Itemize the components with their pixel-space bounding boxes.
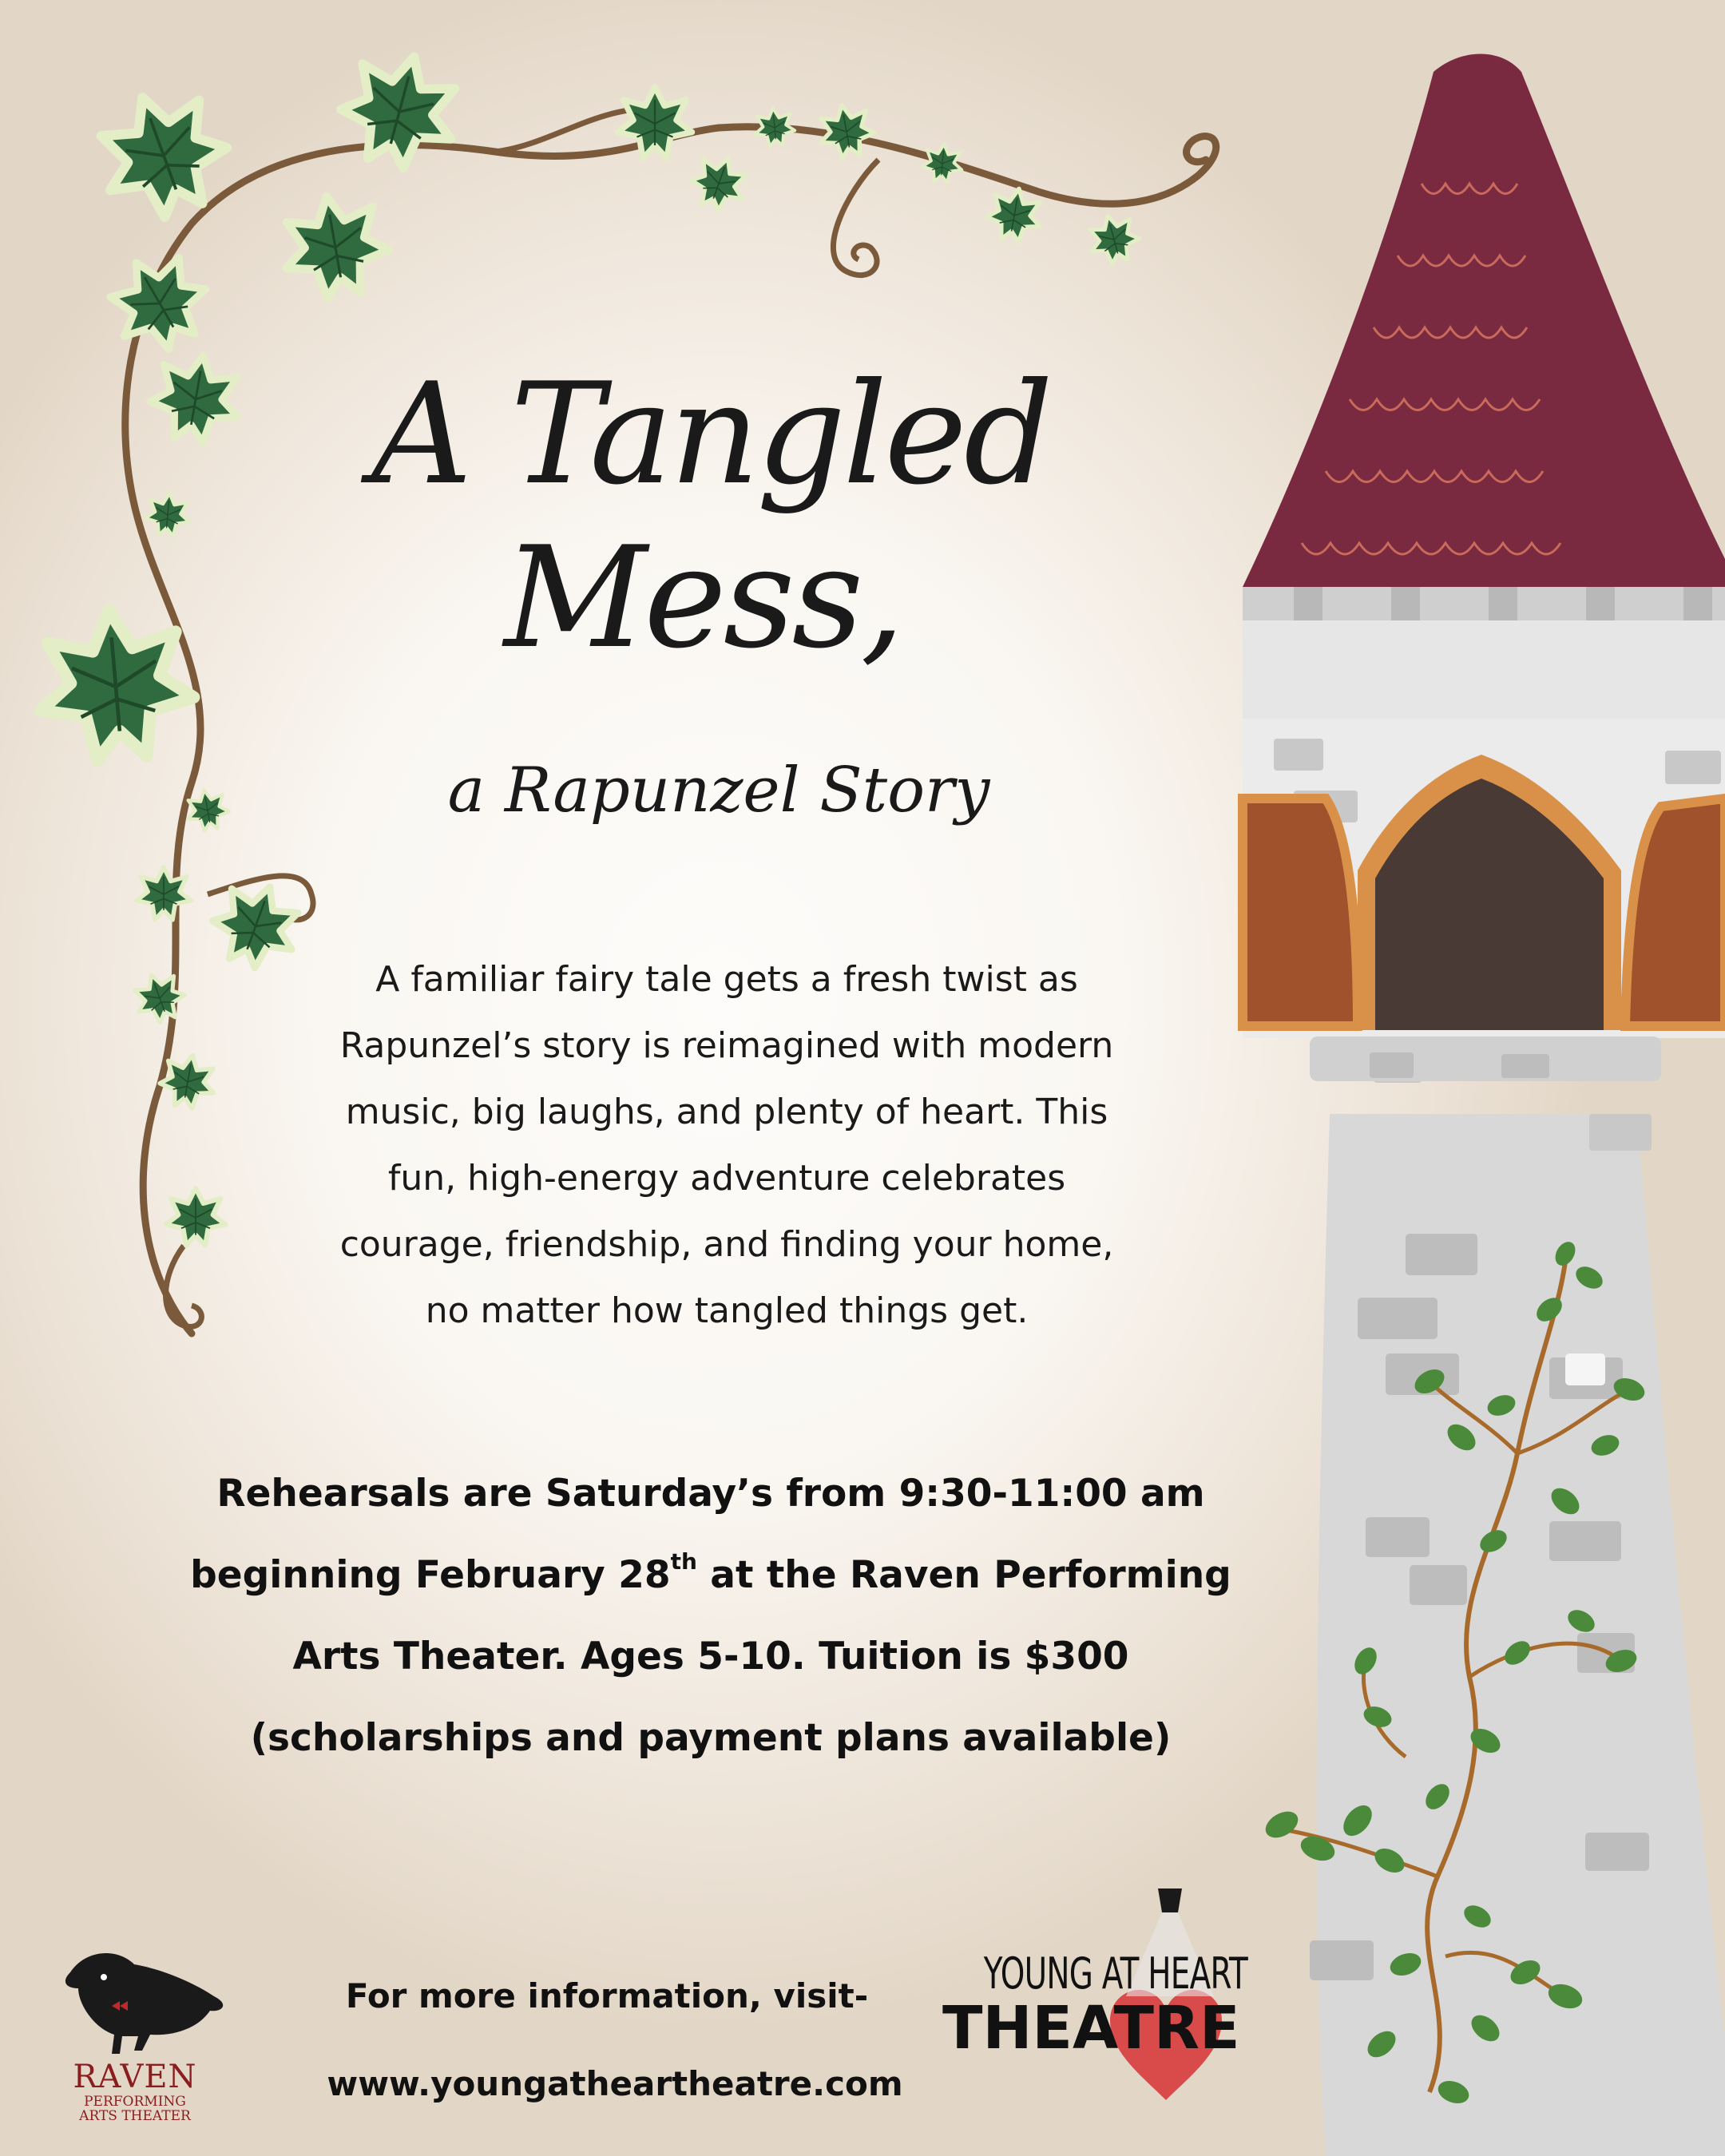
details-line-2-end: at the Raven Performing [696,1553,1231,1597]
raven-logo-sub-2: ARTS THEATER [79,2108,191,2124]
description-line: no matter how tangled things get. [425,1290,1029,1331]
details-line-4: (scholarships and payment plans available) [250,1716,1172,1760]
tower-illustration [1243,54,1725,2156]
description [288,946,1166,1344]
description-line: Rapunzel’s story is reimagined with modern [339,1025,1114,1066]
more-info-text: For more information, visit- [345,1976,869,2015]
raven-logo-sub-1: PERFORMING [84,2094,186,2110]
raven-logo-subtitle [30,2095,240,2123]
description-line: music, big laughs, and plenty of heart. This [345,1092,1108,1132]
subtitle: a Rapunzel Story [447,755,990,826]
ordinal-suffix: th [670,1548,697,1575]
details-line-2 [144,1535,1278,1616]
details-line-2-start: beginning February 28 [190,1553,671,1597]
title-line-1: A Tangled [371,354,1050,516]
description-line: A familiar fairy tale gets a fresh twist as [375,959,1078,1000]
description-line: courage, friendship, and finding your home, [339,1224,1114,1265]
raven-logo [30,1916,240,2128]
young-at-heart-logo [942,1948,1247,2063]
rehearsal-details [144,1453,1278,1779]
yah-logo-top: YOUNG AT HEART [983,1948,1247,1999]
details-line-3: Arts Theater. Ages 5-10. Tuition is $300 [292,1635,1129,1678]
raven-logo-name: RAVEN [73,2059,197,2095]
website-link[interactable]: www.youngatheartheatre.com [327,2064,903,2103]
title-line-2: Mess, [504,517,902,680]
description-line: fun, high-energy adventure celebrates [387,1158,1066,1199]
yah-logo-bottom: THEATRE [942,1994,1240,2063]
details-line-1: Rehearsals are Saturday’s from 9:30-11:00 am [216,1472,1205,1516]
